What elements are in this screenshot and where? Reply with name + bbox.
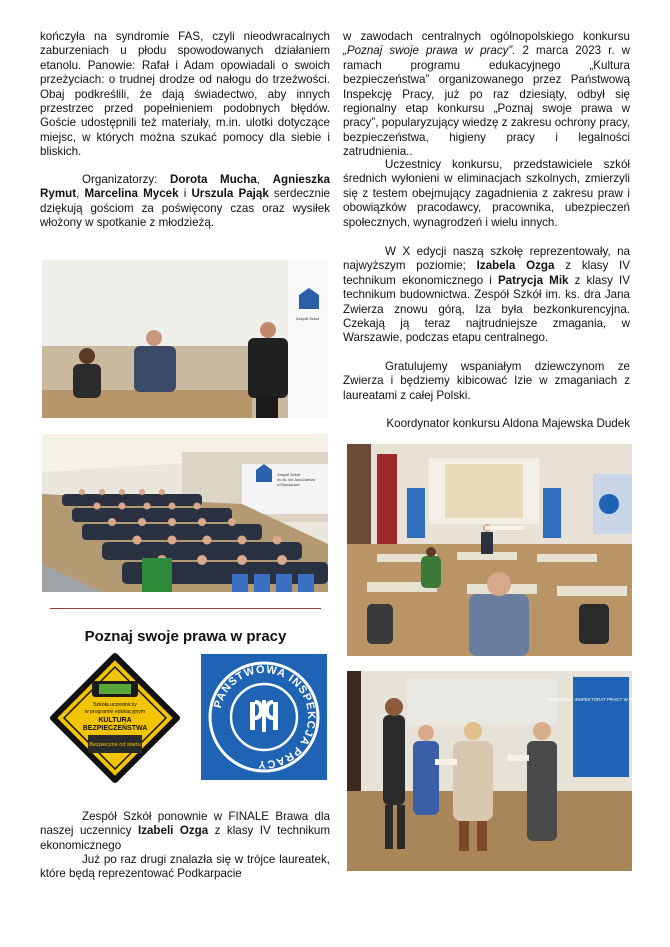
sign-line-4: BEZPIECZEŃSTWA (82, 725, 148, 732)
photo-speakers (42, 260, 328, 418)
text-left-para1: kończyła na syndromie FAS, czyli nieodwracalnych zaburzeniach u płodu spowodowanych działaniem etanolu. Panowie: Rafał i Adam opowiadali o swoich przeżyciach: o trudnej drodze od nałogu do trzeźwości. Obaj podkreślili, że dają świadectwo, aby innych przestrzec przed popełnieniem podobnych błędów. Goście udostępnili też materiały, m.in. ulotki dotyczące miejsc, w których można szukać pomocy dla siebie i bliskich. (40, 30, 330, 159)
text-right-para3: W X edycji naszą szkołę reprezentowały, na najwyższym poziomie; Izabela Ozga z klasy IV technikum ekonomicznego i Patrycja Mik z klasy IV technikum budownictwa. Zespół Szkół im. ks. dra Jana Zwierza znowu górą, Iza była bezkonkurencyjna. Czekają ją teraz najtrudniejsze zmagania, w Warszawie, podczas etapu centralnego. (343, 245, 630, 345)
photo-award-ceremony (347, 671, 656, 871)
sign-line-1: Szkoła uczestniczy (93, 702, 137, 708)
text-bottom-left-1: Zespół Szkół ponownie w FINALE Brawa dla naszej uczennicy Izabeli Ozga z klasy IV technikum ekonomicznego (40, 810, 330, 852)
room-sign-2b: im. ks. dra Jana Zwierza (277, 478, 315, 482)
section-divider (50, 608, 321, 609)
room-sign-2c: w Ropczycach (277, 483, 300, 487)
photo-contest-hall (347, 444, 632, 656)
text-organizers: Organizatorzy: Dorota Mucha, Agnieszka Rymut, Marcelina Mycek i Urszula Pająk serdecznie dziękują gościom za poświęcony czas oraz wysiłek włożony w spotkanie z młodzieżą. (40, 173, 331, 230)
room-sign-1a: Zespół Szkół (296, 316, 319, 321)
pip-ring-text: PAŃSTWOWA INSPEKCJA PRACY (211, 663, 318, 771)
pip-logo (201, 654, 327, 780)
section-title: Poznaj swoje prawa w pracy (84, 628, 287, 645)
room-sign-2a: Zespół Szkół (277, 472, 300, 477)
text-right-para1: w zawodach centralnych ogólnopolskiego konkursu „Poznaj swoje prawa w pracy”. 2 marca 2023 r. w ramach programu edukacyjnego „Kultura bezpieczeństwa” organizowanego przez Państwową Inspekcję Pracy, już po raz dziesiąty, odbył się regionalny etap konkursu „Poznaj swoje prawa w pracy”, popularyzujący wiedzę z zakresu ochrony pracy, bezpieczeństwa, higieny pracy i legalności zatrudnienia.. (343, 30, 631, 159)
text-right-para2: Uczestnicy konkursu, przedstawiciele szkół średnich wyłonieni w eliminacjach szkolnych, zmierzyli się z testem obejmujący zagadnienia z zakresu praw i obowiązków pracodawcy, pracownika, ubezpieczeń społecznych, wynagrodzeń i wielu innych. (343, 158, 630, 229)
text-bottom-left-2: Już po raz drugi znalazła się w trójce laureatek, które będą reprezentować Podkarpacie (40, 853, 330, 881)
sign-line-3: KULTURA (98, 717, 132, 724)
kultura-bezpieczenstwa-logo (50, 653, 180, 783)
sign-line-2: w programie edukacyjnym (84, 709, 146, 715)
banner-text: OKRĘGOWY INSPEKTORAT PRACY W RZESZOWIE (546, 697, 656, 702)
pip-mark: PIP (259, 744, 269, 750)
text-right-para4: Gratulujemy wspaniałym dziewczynom ze Zwierza i będziemy kibicować Izie w zmaganiach z laureatami z całej Polski. (343, 360, 630, 402)
sign-line-5: Bezpieczne od startu (89, 742, 141, 748)
coordinator-line: Koordynator konkursu Aldona Majewska Dudek (386, 417, 630, 430)
photo-auditorium (42, 434, 328, 592)
